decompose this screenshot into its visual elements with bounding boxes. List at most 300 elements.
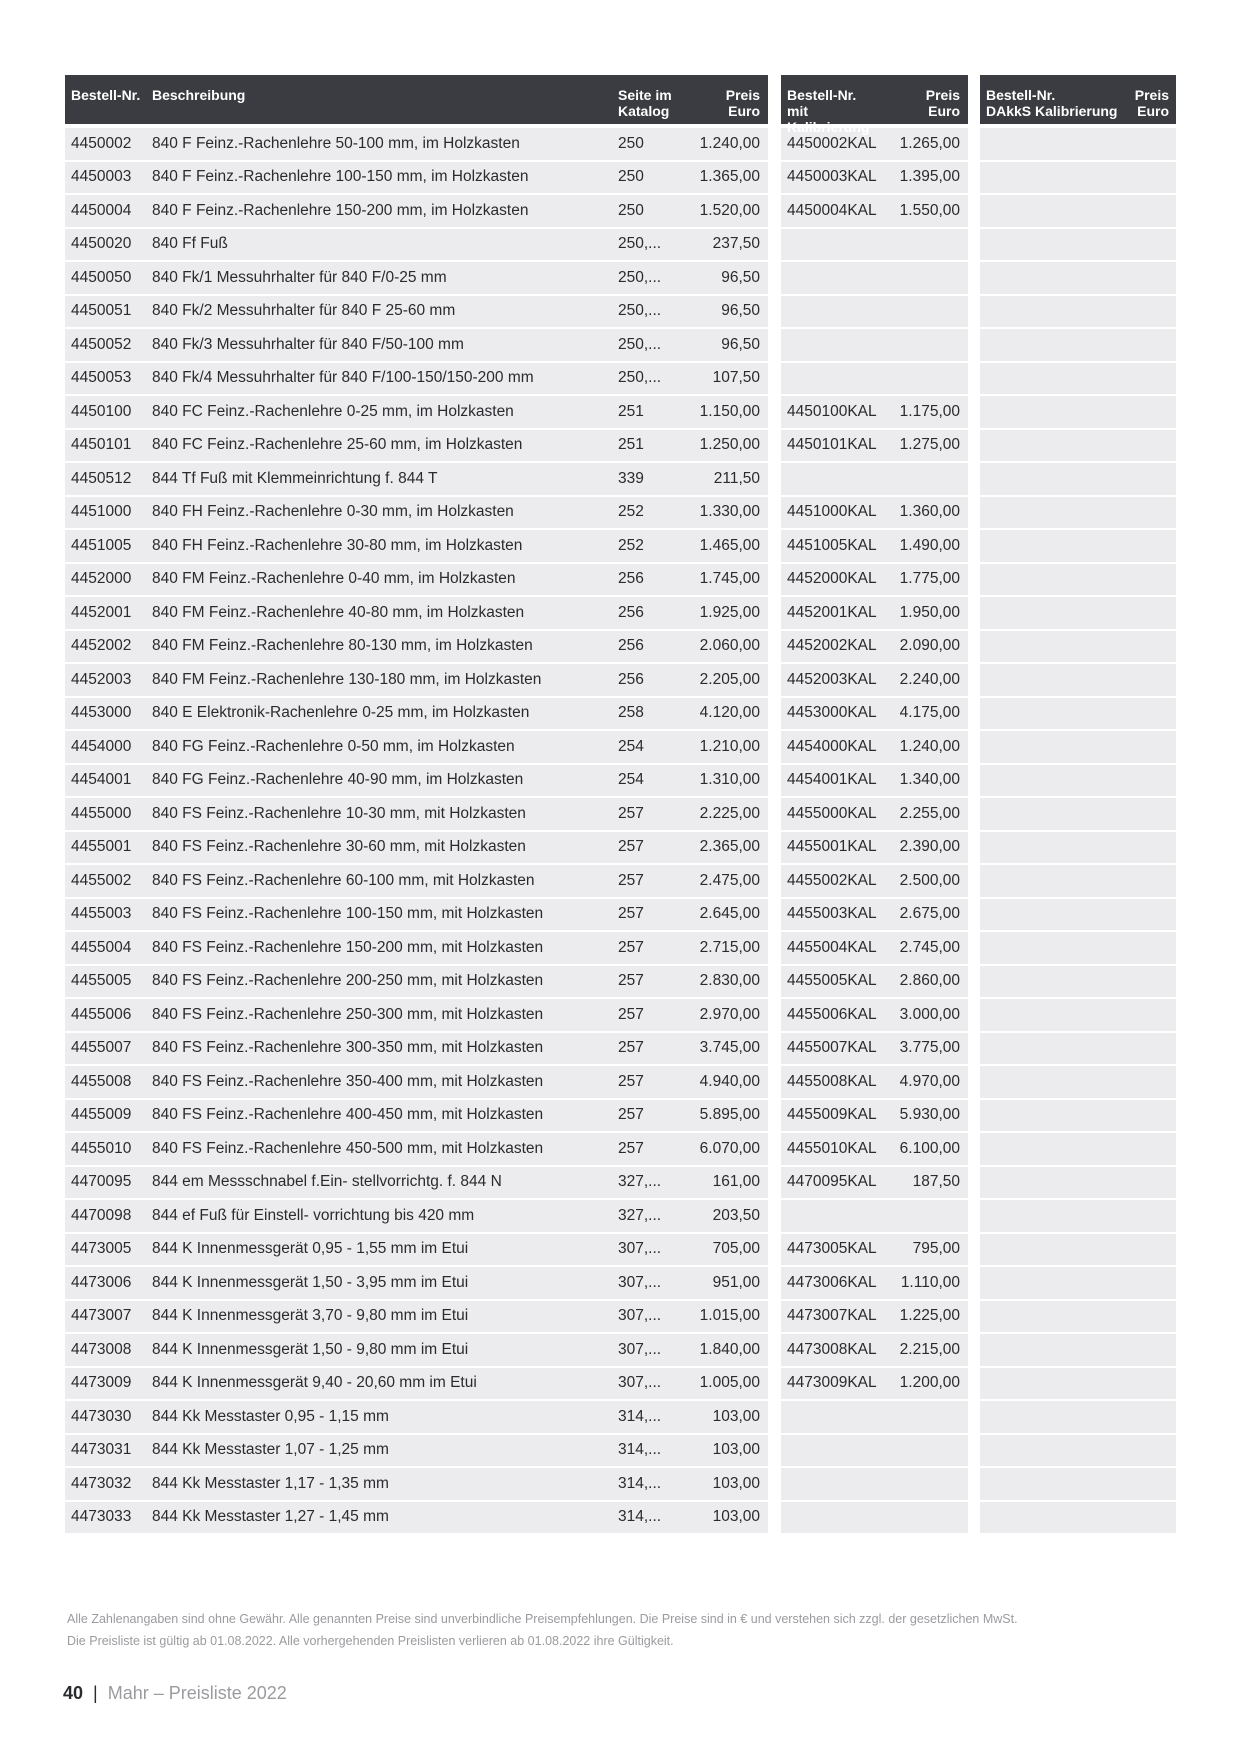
table-row — [65, 832, 768, 864]
price-cell: 2.475,00 — [699, 871, 760, 889]
kal-order-number-cell: 4473006KAL — [787, 1273, 877, 1291]
table-row — [65, 664, 768, 696]
table-row — [781, 1234, 968, 1266]
table-row — [781, 463, 968, 495]
table-row — [781, 1066, 968, 1098]
table-row — [781, 564, 968, 596]
table-row — [65, 329, 768, 361]
catalog-page-cell: 256 — [618, 570, 644, 588]
price-cell: 2.365,00 — [699, 838, 760, 856]
order-number-cell: 4453000 — [71, 704, 132, 722]
price-cell: 1.250,00 — [699, 436, 760, 454]
table-row — [65, 698, 768, 730]
kal-price-cell: 1.490,00 — [899, 536, 960, 554]
table-row — [980, 1334, 1176, 1366]
price-cell: 1.745,00 — [699, 570, 760, 588]
footer-title: Mahr – Preisliste 2022 — [107, 1683, 287, 1703]
table-row — [980, 832, 1176, 864]
order-number-cell: 4452001 — [71, 603, 132, 621]
table-row — [980, 296, 1176, 328]
table-row — [781, 1435, 968, 1467]
table-row — [980, 329, 1176, 361]
table-row — [65, 262, 768, 294]
order-number-cell: 4451005 — [71, 536, 132, 554]
catalog-page-cell: 252 — [618, 536, 644, 554]
catalog-page-cell: 257 — [618, 905, 644, 923]
order-number-cell: 4450020 — [71, 235, 132, 253]
catalog-page-cell: 251 — [618, 436, 644, 454]
table-row — [781, 497, 968, 529]
order-number-cell: 4455004 — [71, 938, 132, 956]
table-row — [65, 1234, 768, 1266]
table-row — [65, 999, 768, 1031]
price-cell: 2.645,00 — [699, 905, 760, 923]
table-row — [65, 798, 768, 830]
price-cell: 951,00 — [712, 1273, 760, 1291]
catalog-page-cell: 314,... — [618, 1441, 662, 1459]
price-cell: 3.745,00 — [699, 1039, 760, 1057]
catalog-page-cell: 251 — [618, 402, 644, 420]
catalog-page-cell: 314,... — [618, 1508, 662, 1526]
table-row — [65, 597, 768, 629]
kal-order-number-cell: 4452000KAL — [787, 570, 877, 588]
price-cell: 705,00 — [712, 1240, 760, 1258]
order-number-cell: 4450003 — [71, 168, 132, 186]
description-cell: 840 FS Feinz.-Rachenlehre 300-350 mm, mit Holzkasten — [152, 1039, 544, 1057]
description-cell: 844 K Innenmessgerät 1,50 - 3,95 mm im Etui — [152, 1273, 469, 1291]
table-row — [65, 463, 768, 495]
kal-price-cell: 1.200,00 — [899, 1374, 960, 1392]
table-row — [781, 899, 968, 931]
table-row — [65, 631, 768, 663]
description-cell: 844 K Innenmessgerät 1,50 - 9,80 mm im Etui — [152, 1340, 469, 1358]
kal-price-cell: 1.775,00 — [899, 570, 960, 588]
catalog-page-cell: 250,... — [618, 335, 662, 353]
kal-order-number-cell: 4452003KAL — [787, 670, 877, 688]
description-cell: 844 K Innenmessgerät 3,70 - 9,80 mm im Etui — [152, 1307, 469, 1325]
kal-order-number-cell: 4450100KAL — [787, 402, 877, 420]
order-number-cell: 4452002 — [71, 637, 132, 655]
catalog-page-cell: 258 — [618, 704, 644, 722]
table-row — [781, 1033, 968, 1065]
catalog-page-cell: 256 — [618, 603, 644, 621]
table-row — [65, 1066, 768, 1098]
footer-separator: | — [93, 1683, 98, 1703]
table-row — [65, 162, 768, 194]
price-cell: 1.240,00 — [699, 134, 760, 152]
price-cell: 1.150,00 — [699, 402, 760, 420]
price-cell: 4.940,00 — [699, 1072, 760, 1090]
description-cell: 840 Fk/2 Messuhrhalter für 840 F 25-60 mm — [152, 302, 456, 320]
description-cell: 840 Fk/1 Messuhrhalter für 840 F/0-25 mm — [152, 268, 447, 286]
table-row — [781, 1301, 968, 1333]
catalog-page-cell: 254 — [618, 737, 644, 755]
header-dakks-price: Preis Euro — [1134, 87, 1169, 119]
order-number-cell: 4473009 — [71, 1374, 132, 1392]
header-price: Preis Euro — [725, 87, 760, 119]
table-row — [781, 765, 968, 797]
kal-order-number-cell: 4454001KAL — [787, 771, 877, 789]
kal-price-cell: 2.500,00 — [899, 871, 960, 889]
description-cell: 840 FS Feinz.-Rachenlehre 250-300 mm, mit Holzkasten — [152, 1005, 544, 1023]
table-row — [980, 363, 1176, 395]
kal-price-cell: 1.950,00 — [899, 603, 960, 621]
description-cell: 840 FS Feinz.-Rachenlehre 400-450 mm, mit Holzkasten — [152, 1106, 544, 1124]
catalog-page-cell: 307,... — [618, 1307, 662, 1325]
table-row — [980, 1267, 1176, 1299]
catalog-page-cell: 257 — [618, 1072, 644, 1090]
order-number-cell: 4455006 — [71, 1005, 132, 1023]
table-row — [65, 1435, 768, 1467]
kal-price-cell: 4.970,00 — [899, 1072, 960, 1090]
description-cell: 840 FS Feinz.-Rachenlehre 10-30 mm, mit Holzkasten — [152, 804, 526, 822]
kal-price-cell: 5.930,00 — [899, 1106, 960, 1124]
order-number-cell: 4473031 — [71, 1441, 132, 1459]
order-number-cell: 4450053 — [71, 369, 132, 387]
table-row — [65, 1167, 768, 1199]
table-row — [65, 195, 768, 227]
catalog-page-cell: 307,... — [618, 1273, 662, 1291]
table-row — [781, 396, 968, 428]
price-cell: 96,50 — [721, 335, 760, 353]
description-cell: 840 FM Feinz.-Rachenlehre 40-80 mm, im Holzkasten — [152, 603, 525, 621]
kal-order-number-cell: 4453000KAL — [787, 704, 877, 722]
table-row — [980, 1468, 1176, 1500]
order-number-cell: 4455001 — [71, 838, 132, 856]
price-cell: 6.070,00 — [699, 1139, 760, 1157]
table-row — [781, 162, 968, 194]
table-row — [980, 564, 1176, 596]
catalog-page-cell: 307,... — [618, 1240, 662, 1258]
description-cell: 840 FS Feinz.-Rachenlehre 200-250 mm, mit Holzkasten — [152, 972, 544, 990]
catalog-page-cell: 257 — [618, 938, 644, 956]
order-number-cell: 4473033 — [71, 1508, 132, 1526]
kal-price-cell: 4.175,00 — [899, 704, 960, 722]
kal-order-number-cell: 4452002KAL — [787, 637, 877, 655]
catalog-page-cell: 257 — [618, 838, 644, 856]
disclaimer-line: Alle Zahlenangaben sind ohne Gewähr. Alle genannten Preise sind unverbindliche Preisempfehlungen. Die Preise sind in € und verstehen sich zzgl. der gesetzlichen MwSt. — [67, 1612, 1018, 1626]
table-row — [65, 296, 768, 328]
description-cell: 840 FM Feinz.-Rachenlehre 0-40 mm, im Holzkasten — [152, 570, 516, 588]
table-row — [980, 262, 1176, 294]
table-row — [781, 262, 968, 294]
order-number-cell: 4452000 — [71, 570, 132, 588]
calibration-price-table — [781, 75, 968, 1533]
description-cell: 840 E Elektronik-Rachenlehre 0-25 mm, im Holzkasten — [152, 704, 530, 722]
kal-price-cell: 1.275,00 — [899, 436, 960, 454]
kal-price-cell: 1.550,00 — [899, 201, 960, 219]
table-row — [781, 1468, 968, 1500]
kal-table-header — [781, 75, 968, 135]
price-cell: 1.015,00 — [699, 1307, 760, 1325]
price-cell: 237,50 — [712, 235, 760, 253]
catalog-page-cell: 257 — [618, 1139, 644, 1157]
kal-order-number-cell: 4451005KAL — [787, 536, 877, 554]
table-row — [781, 1200, 968, 1232]
table-row — [65, 229, 768, 261]
catalog-page-cell: 327,... — [618, 1206, 662, 1224]
price-cell: 2.830,00 — [699, 972, 760, 990]
table-row — [980, 1234, 1176, 1266]
price-cell: 1.365,00 — [699, 168, 760, 186]
table-row — [781, 798, 968, 830]
order-number-cell: 4455000 — [71, 804, 132, 822]
kal-order-number-cell: 4454000KAL — [787, 737, 877, 755]
table-row — [980, 999, 1176, 1031]
kal-order-number-cell: 4455009KAL — [787, 1106, 877, 1124]
catalog-page-cell: 250,... — [618, 302, 662, 320]
catalog-page-cell: 250 — [618, 201, 644, 219]
kal-price-cell: 2.090,00 — [899, 637, 960, 655]
kal-price-cell: 1.395,00 — [899, 168, 960, 186]
table-row — [781, 363, 968, 395]
table-row — [65, 1267, 768, 1299]
price-cell: 96,50 — [721, 268, 760, 286]
kal-price-cell: 1.110,00 — [900, 1273, 960, 1291]
price-cell: 107,50 — [712, 369, 760, 387]
catalog-page-cell: 257 — [618, 972, 644, 990]
kal-price-cell: 2.390,00 — [899, 838, 960, 856]
description-cell: 840 FM Feinz.-Rachenlehre 130-180 mm, im Holzkasten — [152, 670, 542, 688]
table-row — [65, 899, 768, 931]
dakks-price-table — [980, 75, 1176, 1533]
table-row — [980, 229, 1176, 261]
table-row — [781, 1167, 968, 1199]
kal-price-cell: 6.100,00 — [899, 1139, 960, 1157]
kal-order-number-cell: 4450101KAL — [787, 436, 877, 454]
kal-price-cell: 1.225,00 — [899, 1307, 960, 1325]
price-cell: 161,00 — [712, 1173, 760, 1191]
kal-order-number-cell: 4455006KAL — [787, 1005, 877, 1023]
price-cell: 2.205,00 — [699, 670, 760, 688]
catalog-page-cell: 252 — [618, 503, 644, 521]
order-number-cell: 4451000 — [71, 503, 132, 521]
table-row — [65, 1401, 768, 1433]
kal-order-number-cell: 4455007KAL — [787, 1039, 877, 1057]
description-cell: 844 ef Fuß für Einstell- vorrichtung bis 420 mm — [152, 1206, 475, 1224]
table-row — [781, 1401, 968, 1433]
table-row — [980, 664, 1176, 696]
description-cell: 840 FS Feinz.-Rachenlehre 100-150 mm, mit Holzkasten — [152, 905, 544, 923]
kal-order-number-cell: 4473007KAL — [787, 1307, 877, 1325]
table-row — [781, 1334, 968, 1366]
price-cell: 1.465,00 — [699, 536, 760, 554]
table-row — [781, 932, 968, 964]
price-cell: 1.520,00 — [699, 201, 760, 219]
order-number-cell: 4450051 — [71, 302, 132, 320]
table-row — [980, 966, 1176, 998]
kal-price-cell: 2.215,00 — [899, 1340, 960, 1358]
order-number-cell: 4470095 — [71, 1173, 132, 1191]
description-cell: 840 FM Feinz.-Rachenlehre 80-130 mm, im Holzkasten — [152, 637, 533, 655]
order-number-cell: 4455007 — [71, 1039, 132, 1057]
kal-order-number-cell: 4473005KAL — [787, 1240, 877, 1258]
kal-order-number-cell: 4473009KAL — [787, 1374, 877, 1392]
table-row — [980, 162, 1176, 194]
kal-price-cell: 187,50 — [912, 1173, 960, 1191]
table-row — [65, 865, 768, 897]
kal-price-cell: 1.240,00 — [899, 737, 960, 755]
order-number-cell: 4454001 — [71, 771, 132, 789]
price-cell: 2.715,00 — [699, 938, 760, 956]
table-row — [781, 195, 968, 227]
kal-price-cell: 1.340,00 — [899, 771, 960, 789]
kal-order-number-cell: 4455010KAL — [787, 1139, 877, 1157]
table-row — [980, 1200, 1176, 1232]
kal-order-number-cell: 4455001KAL — [787, 838, 877, 856]
table-row — [65, 1200, 768, 1232]
table-row — [781, 1100, 968, 1132]
table-row — [980, 530, 1176, 562]
price-cell: 103,00 — [712, 1407, 760, 1425]
table-row — [980, 1401, 1176, 1433]
main-table-header — [65, 75, 768, 124]
catalog-page-cell: 314,... — [618, 1474, 662, 1492]
table-row — [980, 731, 1176, 763]
catalog-page-cell: 307,... — [618, 1374, 662, 1392]
table-row — [65, 1033, 768, 1065]
table-row — [65, 430, 768, 462]
table-row — [980, 497, 1176, 529]
description-cell: 844 Kk Messtaster 1,27 - 1,45 mm — [152, 1508, 389, 1526]
disclaimer-line: Die Preisliste ist gültig ab 01.08.2022. Alle vorhergehenden Preislisten verlieren ab 01.08.2022 ihre Gültigkeit. — [67, 1634, 674, 1648]
table-row — [781, 731, 968, 763]
kal-price-cell: 1.175,00 — [899, 402, 960, 420]
table-row — [65, 1368, 768, 1400]
table-row — [980, 396, 1176, 428]
table-row — [781, 1133, 968, 1165]
description-cell: 844 Tf Fuß mit Klemmeinrichtung f. 844 T — [152, 469, 438, 487]
table-row — [980, 865, 1176, 897]
header-kal-price: Preis Euro — [925, 87, 960, 119]
page-number: 40 — [63, 1683, 84, 1703]
price-cell: 211,50 — [713, 469, 760, 487]
kal-price-cell: 3.775,00 — [899, 1039, 960, 1057]
price-cell: 1.005,00 — [699, 1374, 760, 1392]
kal-order-number-cell: 4455004KAL — [787, 938, 877, 956]
table-row — [980, 1368, 1176, 1400]
order-number-cell: 4450050 — [71, 268, 132, 286]
description-cell: 844 Kk Messtaster 0,95 - 1,15 mm — [152, 1407, 389, 1425]
order-number-cell: 4455009 — [71, 1106, 132, 1124]
order-number-cell: 4455002 — [71, 871, 132, 889]
table-row — [781, 698, 968, 730]
order-number-cell: 4450512 — [71, 469, 132, 487]
order-number-cell: 4450052 — [71, 335, 132, 353]
header-dakks-order-no: Bestell-Nr. DAkkS Kalibrierung — [986, 87, 1118, 119]
table-row — [781, 229, 968, 261]
price-cell: 1.840,00 — [699, 1340, 760, 1358]
order-number-cell: 4455008 — [71, 1072, 132, 1090]
description-cell: 840 FS Feinz.-Rachenlehre 350-400 mm, mit Holzkasten — [152, 1072, 544, 1090]
catalog-page-cell: 257 — [618, 804, 644, 822]
table-row — [65, 1468, 768, 1500]
catalog-page-cell: 257 — [618, 1106, 644, 1124]
price-cell: 1.310,00 — [699, 771, 760, 789]
table-row — [781, 296, 968, 328]
catalog-page-cell: 307,... — [618, 1340, 662, 1358]
dakks-table-body — [980, 124, 1176, 1533]
table-row — [980, 1167, 1176, 1199]
kal-order-number-cell: 4470095KAL — [787, 1173, 877, 1191]
table-row — [980, 1033, 1176, 1065]
description-cell: 840 FH Feinz.-Rachenlehre 0-30 mm, im Holzkasten — [152, 503, 514, 521]
description-cell: 840 FS Feinz.-Rachenlehre 150-200 mm, mit Holzkasten — [152, 938, 544, 956]
kal-order-number-cell: 4451000KAL — [787, 503, 877, 521]
kal-price-cell: 1.360,00 — [899, 503, 960, 521]
catalog-page-cell: 254 — [618, 771, 644, 789]
table-row — [980, 899, 1176, 931]
order-number-cell: 4473030 — [71, 1407, 132, 1425]
price-cell: 1.925,00 — [699, 603, 760, 621]
table-row — [781, 530, 968, 562]
table-row — [980, 798, 1176, 830]
table-row — [65, 765, 768, 797]
order-number-cell: 4454000 — [71, 737, 132, 755]
kal-table-body — [781, 124, 968, 1533]
price-cell: 203,50 — [712, 1206, 760, 1224]
description-cell: 844 K Innenmessgerät 0,95 - 1,55 mm im Etui — [152, 1240, 469, 1258]
kal-price-cell: 2.675,00 — [899, 905, 960, 923]
description-cell: 844 Kk Messtaster 1,07 - 1,25 mm — [152, 1441, 389, 1459]
table-row — [781, 631, 968, 663]
catalog-page-cell: 314,... — [618, 1407, 662, 1425]
order-number-cell: 4452003 — [71, 670, 132, 688]
table-row — [980, 765, 1176, 797]
description-cell: 840 F Feinz.-Rachenlehre 100-150 mm, im Holzkasten — [152, 168, 529, 186]
order-number-cell: 4455010 — [71, 1139, 132, 1157]
catalog-page-cell: 257 — [618, 871, 644, 889]
table-row — [65, 128, 768, 160]
description-cell: 840 FG Feinz.-Rachenlehre 0-50 mm, im Holzkasten — [152, 737, 515, 755]
kal-order-number-cell: 4455008KAL — [787, 1072, 877, 1090]
table-row — [781, 865, 968, 897]
description-cell: 840 FS Feinz.-Rachenlehre 450-500 mm, mit Holzkasten — [152, 1139, 544, 1157]
table-row — [65, 731, 768, 763]
table-row — [980, 1066, 1176, 1098]
catalog-page-cell: 327,... — [618, 1173, 662, 1191]
header-catalog-page: Seite im Katalog — [618, 87, 672, 119]
table-row — [65, 932, 768, 964]
catalog-page-cell: 256 — [618, 637, 644, 655]
table-row — [781, 329, 968, 361]
catalog-page-cell: 257 — [618, 1005, 644, 1023]
table-row — [980, 1301, 1176, 1333]
main-price-table — [65, 75, 768, 1533]
table-row — [781, 1368, 968, 1400]
kal-price-cell: 2.860,00 — [899, 972, 960, 990]
description-cell: 840 FC Feinz.-Rachenlehre 0-25 mm, im Holzkasten — [152, 402, 514, 420]
table-row — [65, 1301, 768, 1333]
kal-price-cell: 2.255,00 — [899, 804, 960, 822]
header-description: Beschreibung — [152, 87, 246, 103]
kal-order-number-cell: 4455002KAL — [787, 871, 877, 889]
price-cell: 2.060,00 — [699, 637, 760, 655]
table-row — [781, 832, 968, 864]
order-number-cell: 4455003 — [71, 905, 132, 923]
table-row — [65, 1334, 768, 1366]
order-number-cell: 4450002 — [71, 134, 132, 152]
table-row — [980, 631, 1176, 663]
header-kal-order-no: Bestell-Nr. mit Kalibrierung — [787, 87, 870, 135]
description-cell: 844 em Messschnabel f.Ein- stellvorrichtg. f. 844 N — [152, 1173, 502, 1191]
order-number-cell: 4455005 — [71, 972, 132, 990]
table-row — [980, 128, 1176, 160]
description-cell: 840 FH Feinz.-Rachenlehre 30-80 mm, im Holzkasten — [152, 536, 523, 554]
kal-order-number-cell: 4450003KAL — [787, 168, 877, 186]
catalog-page-cell: 250,... — [618, 369, 662, 387]
table-row — [980, 1100, 1176, 1132]
